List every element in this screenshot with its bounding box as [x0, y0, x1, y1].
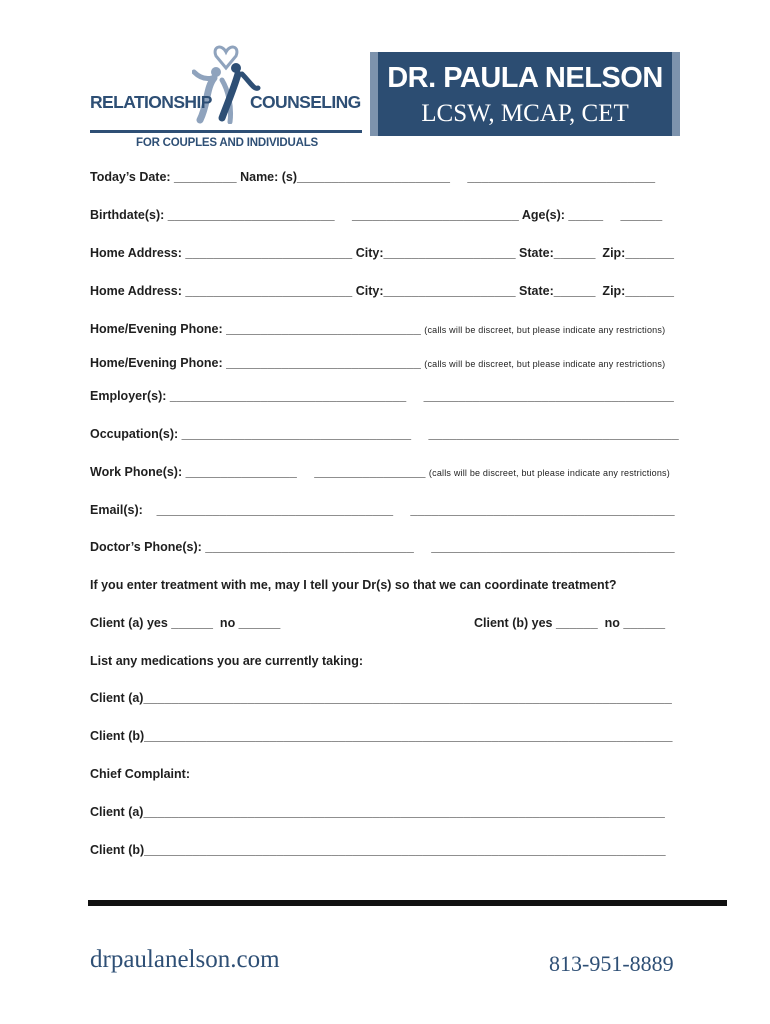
home-address-line-2[interactable]: Home Address: ________________________ City:___________________ State:______ Zip:_______ [90, 284, 675, 298]
employer-line[interactable]: Employer(s): __________________________________ ____________________________________ [90, 389, 674, 403]
doctor-phone-line[interactable]: Doctor’s Phone(s): ______________________________ ___________________________________ [90, 540, 675, 554]
footer-website: drpaulanelson.com [90, 946, 280, 973]
home-phone-field-1[interactable]: Home/Evening Phone: ____________________________ [90, 322, 421, 336]
medications-client-a[interactable]: Client (a)____________________________________________________________________________ [90, 691, 672, 705]
logo-word-relationship: RELATIONSHIP [90, 92, 212, 112]
doctor-name-banner [370, 52, 680, 136]
doctor-credentials: LCSW, MCAP, CET [421, 100, 629, 127]
chief-complaint-label: Chief Complaint: [90, 767, 190, 781]
client-b-consent[interactable]: Client (b) yes ______ no ______ [474, 616, 666, 630]
complaint-client-b[interactable]: Client (b)___________________________________________________________________________ [90, 843, 666, 857]
home-phone-field-2[interactable]: Home/Evening Phone: ____________________________ [90, 356, 421, 370]
work-phone-note: (calls will be discreet, but please indicate any restrictions) [428, 468, 670, 478]
logo-word-counseling: COUNSELING [250, 92, 361, 112]
home-address-line-1[interactable]: Home Address: ________________________ City:___________________ State:______ Zip:_______ [90, 246, 675, 260]
logo-tagline: FOR COUPLES AND INDIVIDUALS [136, 137, 319, 149]
phone-note-2: (calls will be discreet, but please indicate any restrictions) [424, 359, 666, 369]
doctor-name: DR. PAULA NELSON [387, 62, 663, 94]
home-phone-line-2[interactable] [90, 356, 665, 370]
client-a-consent[interactable]: Client (a) yes ______ no ______ [90, 616, 281, 630]
footer-divider [88, 900, 727, 906]
work-phone-line[interactable] [90, 465, 670, 479]
medications-label: List any medications you are currently taking: [90, 654, 363, 668]
occupation-line[interactable]: Occupation(s): _________________________________ ____________________________________ [90, 427, 679, 441]
birthdate-age-line[interactable]: Birthdate(s): ________________________ ________________________ Age(s): _____ ______ [90, 208, 663, 222]
footer-phone: 813-951-8889 [549, 951, 674, 976]
medications-client-b[interactable]: Client (b)____________________________________________________________________________ [90, 729, 673, 743]
logo-divider [90, 130, 362, 133]
date-name-line[interactable]: Today’s Date: _________ Name: (s)______________________ ___________________________ [90, 170, 656, 184]
home-phone-line-1[interactable] [90, 322, 665, 336]
practice-logo [88, 44, 364, 154]
email-line[interactable]: Email(s): __________________________________ ______________________________________ [90, 503, 675, 517]
work-phone-field[interactable]: Work Phone(s): ________________ ________________ [90, 465, 426, 479]
coordinate-treatment-question: If you enter treatment with me, may I tell your Dr(s) so that we can coordinate treatment? [90, 578, 617, 592]
phone-note-1: (calls will be discreet, but please indicate any restrictions) [424, 325, 666, 335]
complaint-client-a[interactable]: Client (a)___________________________________________________________________________ [90, 805, 665, 819]
